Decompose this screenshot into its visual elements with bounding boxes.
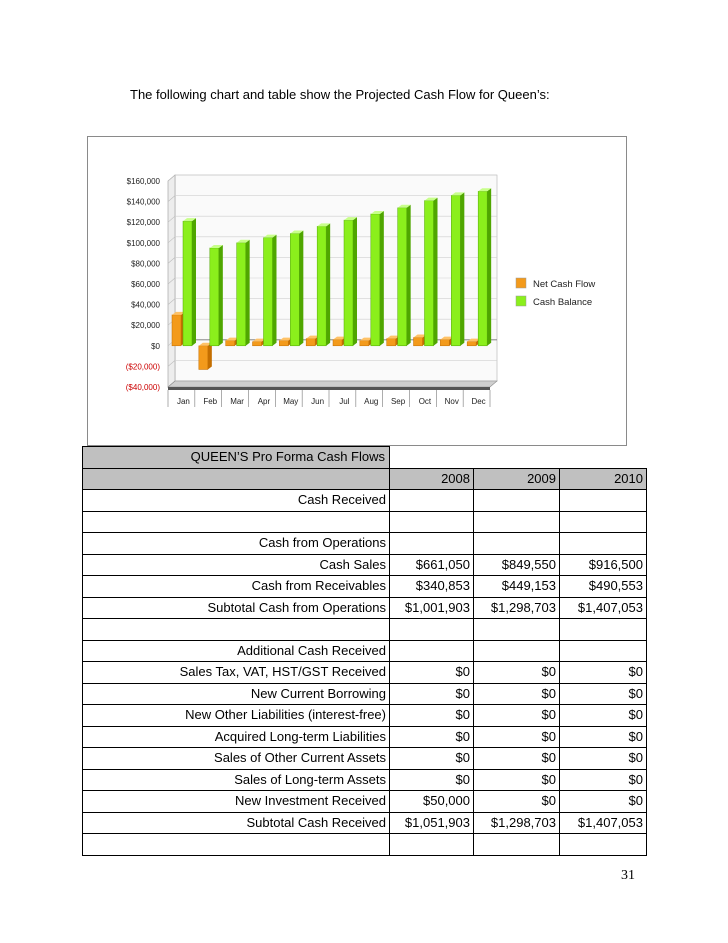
row-value: $0 bbox=[390, 705, 474, 727]
x-tick-label: Sep bbox=[390, 397, 406, 406]
table-title-row bbox=[83, 447, 647, 469]
table-row bbox=[83, 640, 647, 662]
x-tick-label: Oct bbox=[418, 397, 432, 406]
bar-cash-balance bbox=[371, 211, 384, 346]
row-value: $1,407,053 bbox=[560, 597, 647, 619]
table-row bbox=[83, 791, 647, 813]
x-tick-label: Jul bbox=[339, 397, 350, 406]
row-value: $449,153 bbox=[474, 576, 560, 598]
y-tick-label: $120,000 bbox=[126, 218, 160, 228]
table-row bbox=[83, 533, 647, 555]
row-value: $490,553 bbox=[560, 576, 647, 598]
row-value: $0 bbox=[474, 769, 560, 791]
x-tick-label: Mar bbox=[230, 397, 244, 406]
row-label: Cash Received bbox=[83, 490, 390, 512]
row-label: Cash from Operations bbox=[83, 533, 390, 555]
row-value: $0 bbox=[474, 662, 560, 684]
year-header: 2008 bbox=[390, 468, 474, 490]
row-value bbox=[474, 619, 560, 641]
row-value bbox=[474, 511, 560, 533]
row-value: $0 bbox=[560, 662, 647, 684]
table-row bbox=[83, 662, 647, 684]
row-label: Sales of Other Current Assets bbox=[83, 748, 390, 770]
row-value: $0 bbox=[474, 705, 560, 727]
table-title: QUEEN’S Pro Forma Cash Flows bbox=[83, 447, 390, 469]
cash-flow-table bbox=[82, 446, 647, 856]
legend-swatch bbox=[516, 296, 526, 306]
row-value: $50,000 bbox=[390, 791, 474, 813]
row-value bbox=[390, 511, 474, 533]
y-tick-label: ($40,000) bbox=[125, 383, 160, 392]
row-label: Subtotal Cash from Operations bbox=[83, 597, 390, 619]
row-value bbox=[474, 490, 560, 512]
row-value bbox=[560, 640, 647, 662]
table-row bbox=[83, 576, 647, 598]
row-value bbox=[390, 834, 474, 856]
y-tick-label: $80,000 bbox=[131, 259, 160, 269]
bar-net-cash-flow bbox=[199, 343, 212, 370]
year-header: 2010 bbox=[560, 468, 647, 490]
row-value: $0 bbox=[560, 705, 647, 727]
row-value: $1,298,703 bbox=[474, 597, 560, 619]
row-value: $0 bbox=[390, 769, 474, 791]
table-row bbox=[83, 748, 647, 770]
y-tick-label: $20,000 bbox=[131, 321, 160, 331]
bar-cash-balance bbox=[451, 192, 464, 345]
table-row bbox=[83, 705, 647, 727]
row-label: Cash from Receivables bbox=[83, 576, 390, 598]
bar-cash-balance bbox=[478, 188, 491, 345]
legend-swatch bbox=[516, 278, 526, 288]
row-value: $0 bbox=[390, 662, 474, 684]
row-label: New Other Liabilities (interest-free) bbox=[83, 705, 390, 727]
bar-cash-balance bbox=[237, 240, 250, 346]
row-label: Cash Sales bbox=[83, 554, 390, 576]
bar-cash-balance bbox=[210, 245, 223, 346]
intro-text: The following chart and table show the Projected Cash Flow for Queen’s: bbox=[130, 87, 550, 102]
row-value: $0 bbox=[560, 769, 647, 791]
table-row bbox=[83, 597, 647, 619]
row-value bbox=[560, 511, 647, 533]
bar-cash-balance bbox=[317, 223, 330, 345]
legend-label: Net Cash Flow bbox=[533, 279, 596, 290]
x-tick-label: Apr bbox=[257, 397, 271, 406]
row-value: $1,407,053 bbox=[560, 812, 647, 834]
row-value bbox=[560, 619, 647, 641]
row-value bbox=[474, 533, 560, 555]
row-value: $0 bbox=[560, 791, 647, 813]
y-tick-label: $40,000 bbox=[131, 300, 160, 310]
y-tick-label: $0 bbox=[151, 341, 160, 351]
row-value: $916,500 bbox=[560, 554, 647, 576]
chart-floor-edge bbox=[168, 387, 490, 390]
x-tick-label: Nov bbox=[444, 397, 459, 406]
legend-label: Cash Balance bbox=[533, 297, 593, 308]
bar-cash-balance bbox=[344, 217, 357, 346]
table-row bbox=[83, 769, 647, 791]
row-value: $1,298,703 bbox=[474, 812, 560, 834]
row-value: $0 bbox=[474, 748, 560, 770]
row-value: $849,550 bbox=[474, 554, 560, 576]
row-value bbox=[390, 640, 474, 662]
row-value bbox=[390, 533, 474, 555]
table-row bbox=[83, 726, 647, 748]
x-tick-label: May bbox=[283, 397, 299, 406]
empty-cell bbox=[560, 447, 647, 469]
x-tick-label: Feb bbox=[203, 397, 218, 406]
row-value bbox=[560, 834, 647, 856]
row-value bbox=[474, 640, 560, 662]
row-value: $0 bbox=[390, 683, 474, 705]
row-value: $340,853 bbox=[390, 576, 474, 598]
row-label: Subtotal Cash Received bbox=[83, 812, 390, 834]
row-value: $0 bbox=[474, 683, 560, 705]
row-value bbox=[560, 490, 647, 512]
bar-cash-balance bbox=[264, 235, 277, 346]
page-number: 31 bbox=[621, 868, 635, 883]
x-tick-label: Jun bbox=[311, 397, 325, 406]
empty-cell bbox=[390, 447, 474, 469]
row-label: Sales of Long-term Assets bbox=[83, 769, 390, 791]
table-row bbox=[83, 683, 647, 705]
row-value bbox=[390, 490, 474, 512]
row-value: $0 bbox=[560, 683, 647, 705]
row-label: Sales Tax, VAT, HST/GST Received bbox=[83, 662, 390, 684]
row-label bbox=[83, 511, 390, 533]
header-label-cell bbox=[83, 468, 390, 490]
row-value bbox=[390, 619, 474, 641]
row-value bbox=[474, 834, 560, 856]
row-value: $1,001,903 bbox=[390, 597, 474, 619]
row-label bbox=[83, 619, 390, 641]
bar-cash-balance bbox=[425, 198, 438, 346]
table-row bbox=[83, 812, 647, 834]
cash-flow-chart bbox=[87, 136, 627, 446]
row-value: $661,050 bbox=[390, 554, 474, 576]
table-row bbox=[83, 834, 647, 856]
row-label bbox=[83, 834, 390, 856]
table-row bbox=[83, 511, 647, 533]
y-tick-label: $60,000 bbox=[131, 280, 160, 289]
row-value: $0 bbox=[390, 748, 474, 770]
year-header-row bbox=[83, 468, 647, 490]
table-row bbox=[83, 554, 647, 576]
x-tick-label: Jan bbox=[176, 397, 190, 406]
table-row bbox=[83, 490, 647, 512]
row-value: $0 bbox=[560, 726, 647, 748]
table-row bbox=[83, 619, 647, 641]
row-value: $0 bbox=[474, 726, 560, 748]
row-label: Acquired Long-term Liabilities bbox=[83, 726, 390, 748]
chart-svg bbox=[88, 137, 626, 445]
row-label: Additional Cash Received bbox=[83, 640, 390, 662]
y-tick-label: $140,000 bbox=[126, 197, 160, 207]
row-value: $0 bbox=[560, 748, 647, 770]
empty-cell bbox=[474, 447, 560, 469]
y-tick-label: $100,000 bbox=[126, 238, 160, 248]
x-tick-label: Dec bbox=[471, 397, 486, 406]
x-tick-label: Aug bbox=[364, 397, 379, 406]
row-value: $0 bbox=[390, 726, 474, 748]
chart-floor bbox=[168, 381, 497, 387]
row-value bbox=[560, 533, 647, 555]
y-tick-label: $160,000 bbox=[126, 177, 160, 186]
year-header: 2009 bbox=[474, 468, 560, 490]
bar-cash-balance bbox=[398, 205, 411, 346]
row-value: $0 bbox=[474, 791, 560, 813]
row-label: New Investment Received bbox=[83, 791, 390, 813]
bar-cash-balance bbox=[183, 218, 196, 346]
row-value: $1,051,903 bbox=[390, 812, 474, 834]
y-tick-label: ($20,000) bbox=[125, 362, 160, 372]
bar-cash-balance bbox=[290, 231, 303, 346]
row-label: New Current Borrowing bbox=[83, 683, 390, 705]
